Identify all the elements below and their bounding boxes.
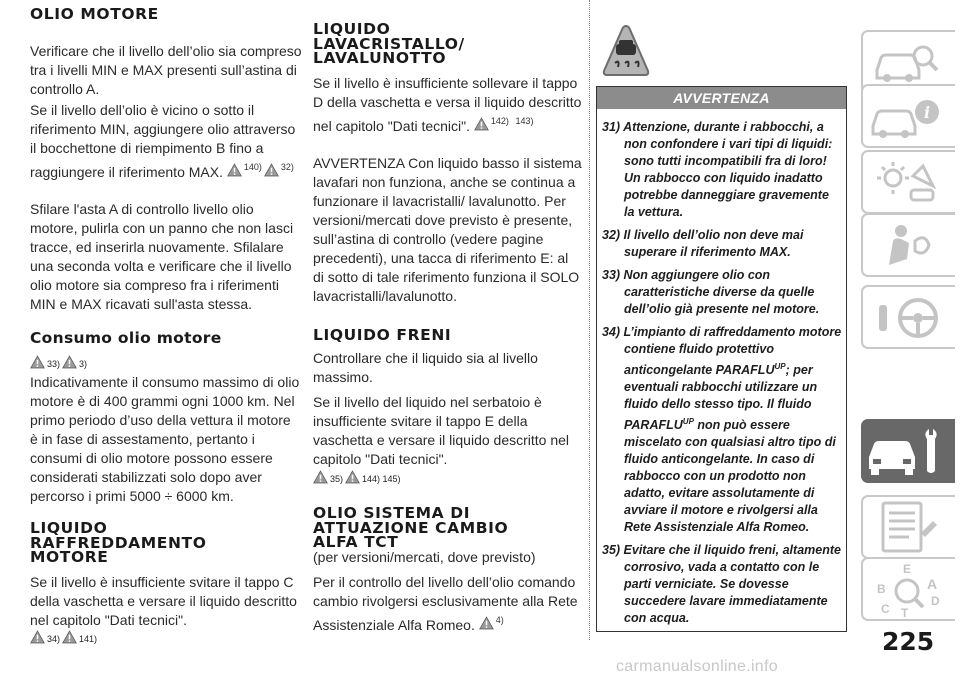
refs-consumo bbox=[30, 355, 87, 369]
watermark: carmanualsonline.info bbox=[616, 658, 778, 675]
sidebar-tab-info[interactable] bbox=[861, 84, 955, 148]
index-letter: A bbox=[927, 576, 938, 592]
warning-icon bbox=[264, 163, 279, 177]
paragraph-lavacristallo-2: AVVERTENZA Con liquido basso il sistema lavafari non funziona, anche se continua a funzionare il lavacristalli/ lavalunotto. Per versioni/mercati dove previsto è presente, sull’astina di controllo (vedere pagine precedenti), una tacca di riferimento E: al di sotto di tale riferimento funziona il SOLO lavacristalli/lavalunotto. bbox=[313, 155, 582, 304]
sidebar-tab-index[interactable] bbox=[861, 557, 955, 621]
ref-142[interactable]: 142) bbox=[490, 116, 509, 126]
warning-icon bbox=[30, 355, 45, 369]
sidebar-tab-safety[interactable] bbox=[861, 213, 955, 277]
data-sheet-icon bbox=[863, 497, 953, 557]
ref-34[interactable]: 34) bbox=[47, 634, 61, 644]
paragraph-tct-2: Per il controllo del livello dell’olio comando cambio rivolgersi esclusivamente alla Rete Assistenziale Alfa Romeo. 4) bbox=[313, 574, 578, 633]
heading-liquido-lavacristallo: LIQUIDO LAVACRISTALLO/ LAVALUNOTTO bbox=[313, 20, 465, 67]
paragraph-olio-1: Verificare che il livello dell’olio sia compreso tra i livelli MIN e MAX presenti sull’astina di controllo A. bbox=[30, 43, 302, 97]
sidebar-tab-maintenance-active[interactable] bbox=[861, 419, 955, 483]
warning-icon bbox=[62, 355, 77, 369]
ref-141[interactable]: 141) bbox=[79, 634, 98, 644]
warning-icon bbox=[30, 630, 45, 644]
ref-4[interactable]: 4) bbox=[495, 615, 504, 625]
paragraph-raffreddamento: Se il livello è insufficiente svitare il tappo C della vaschetta e versare il liquido descritto nel capitolo "Dati tecnici". bbox=[30, 574, 297, 628]
airbag-seat-icon bbox=[863, 215, 953, 275]
column-divider bbox=[589, 0, 590, 640]
car-skid-warning-icon bbox=[601, 23, 651, 79]
paragraph-freni-1: Controllare che il liquido sia al livello massimo. bbox=[313, 350, 538, 385]
index-letter: D bbox=[931, 594, 940, 608]
note-31: 31) Attenzione, durante i rabbocchi, a non confondere i vari tipi di liquidi: sono tutti incompatibili fra di loro! Un rabbocco con liquido inadatto potrebbe danneggiare gravemente la vettura. bbox=[602, 120, 833, 219]
steering-wheel-icon bbox=[863, 287, 953, 347]
ref-32[interactable]: 32) bbox=[280, 162, 294, 172]
ref-143[interactable]: 143) bbox=[515, 116, 534, 126]
sidebar-tab-technical-data[interactable] bbox=[861, 495, 955, 559]
index-letter: B bbox=[877, 582, 886, 596]
note-34: 34) L’impianto di raffreddamento motore contiene fluido protettivo anticongelante $PARAFLU^{UP}$; per eventuali rabbocchi utilizzare un fluido dello stesso tipo. Il fluido $PARAFLU^{UP}$ non può essere miscelato con qualsiasi altro tipo di fluido anticongelante. In caso di rabbocco con un prodotto non adatto, evitare assolutamente di avviare il motore e rivolgersi alla Rete Assistenziale Alfa Romeo. bbox=[602, 325, 842, 535]
note-35: 35) Evitare che il liquido freni, altamente corrosivo, vada a contatto con le parti verniciate. Se dovesse succedere lavare immediatamente con acqua. bbox=[602, 543, 841, 626]
refs-freni bbox=[313, 470, 401, 484]
paragraph-lavacristallo-1: Se il livello è insufficiente sollevare il tappo D della vaschetta e versa il liquido descritto nel capitolo "Dati tecnici". 142) 143) bbox=[313, 75, 582, 134]
car-magnifier-icon bbox=[863, 32, 953, 92]
ref-35[interactable]: 35) bbox=[330, 474, 344, 484]
ref-144-145[interactable]: 144) 145) bbox=[362, 474, 401, 484]
car-wrench-icon bbox=[861, 419, 951, 483]
heading-liquido-raffreddamento: LIQUIDO RAFFREDDAMENTO MOTORE bbox=[30, 519, 207, 566]
warning-icon bbox=[313, 470, 328, 484]
note-33: 33) Non aggiungere olio con caratteristiche diverse da quelle dell’olio già presente nel motore. bbox=[602, 268, 820, 316]
svg-text:i: i bbox=[923, 103, 931, 122]
sidebar-tab-lights[interactable] bbox=[861, 150, 955, 214]
paragraph-olio-2: Se il livello dell’olio è vicino o sotto il riferimento MIN, aggiungere olio attraverso il bocchettone di riempimento B fino a raggiungere il riferimento MAX. 140) 32) bbox=[30, 102, 296, 180]
car-info-icon bbox=[863, 86, 953, 146]
index-letter: C bbox=[881, 602, 890, 616]
warning-icon bbox=[62, 630, 77, 644]
heading-olio-tct: OLIO SISTEMA DI ATTUAZIONE CAMBIO ALFA TCT bbox=[313, 504, 509, 551]
paragraph-freni-2: Se il livello del liquido nel serbatoio è insufficiente svitare il tappo E della vaschetta e versare il liquido descritto nel capitolo "Dati tecnici". bbox=[313, 394, 570, 467]
refs-raffreddamento bbox=[30, 630, 302, 644]
panel-title: AVVERTENZA bbox=[597, 87, 846, 109]
ref-33[interactable]: 33) bbox=[47, 359, 61, 369]
warning-icon bbox=[345, 470, 360, 484]
page-number: 225 bbox=[882, 627, 935, 656]
note-32: 32) Il livello dell’olio non deve mai superare il riferimento MAX. bbox=[602, 228, 804, 259]
warning-lights-icon bbox=[863, 152, 953, 212]
index-letter: E bbox=[903, 562, 912, 576]
warning-panel bbox=[596, 86, 847, 632]
heading-olio-motore: OLIO MOTORE bbox=[30, 5, 159, 23]
index-letter: T bbox=[901, 606, 909, 620]
sidebar-tab-driving[interactable] bbox=[861, 285, 955, 349]
paragraph-olio-3: Sfilare l'asta A di controllo livello olio motore, pulirla con un panno che non lasci tracce, ed inserirla nuovamente. Sfilalare una seconda volta e verificare che il livello olio motore sia compreso fra i riferimenti MIN e MAX ricavati sull'asta stessa. bbox=[30, 201, 294, 312]
warning-icon bbox=[479, 616, 494, 630]
ref-3[interactable]: 3) bbox=[79, 359, 88, 369]
warning-icon bbox=[474, 117, 489, 131]
warning-icon bbox=[227, 163, 242, 177]
ref-140[interactable]: 140) bbox=[243, 162, 262, 172]
paragraph-consumo: Indicativamente il consumo massimo di olio motore è di 400 grammi ogni 1000 km. Nel primo periodo d’uso della vettura il motore è in fase di assestamento, pertanto i consumi di olio motore possono essere considerati stabilizzati solo dopo aver percorso i primi 5000 ÷ 6000 km. bbox=[30, 374, 300, 504]
alphabetical-index-icon bbox=[863, 559, 953, 623]
heading-consumo-olio: Consumo olio motore bbox=[30, 329, 222, 347]
heading-liquido-freni: LIQUIDO FRENI bbox=[313, 326, 452, 344]
paragraph-tct-1: (per versioni/mercati, dove previsto) bbox=[313, 549, 536, 565]
